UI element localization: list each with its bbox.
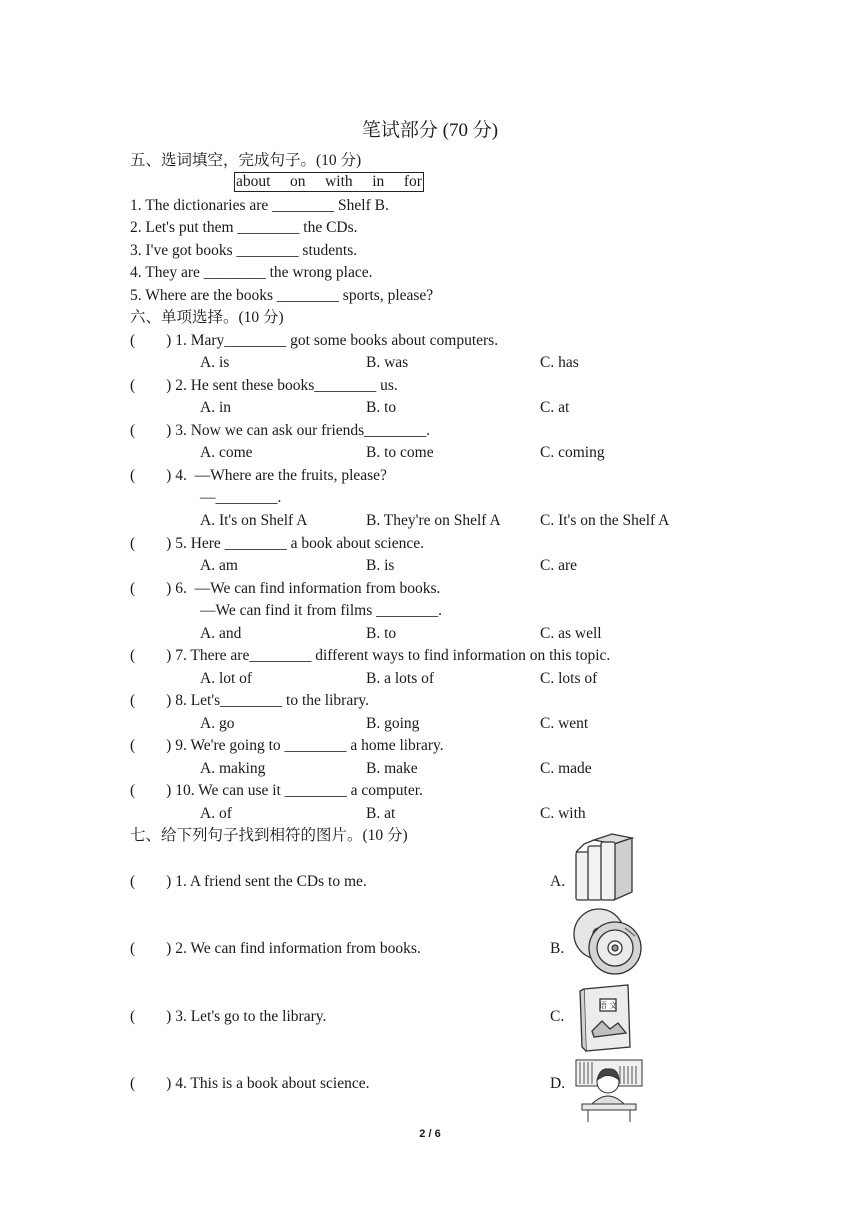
option-c: C. It's on the Shelf A	[540, 512, 670, 529]
match-item: ( ) 2. We can find information from books.	[130, 940, 421, 957]
option-a: A. in	[200, 399, 231, 416]
cds-icon	[571, 906, 643, 978]
boy-in-library-icon	[574, 1058, 644, 1124]
textbook-title: 语 文	[598, 1001, 618, 1010]
option-a: A. making	[200, 760, 266, 777]
question-8: ( ) 8. Let's________ to the library.	[130, 692, 369, 709]
option-a: A. am	[200, 557, 238, 574]
question-6: ( ) 6. —We can find information from books.	[130, 580, 441, 597]
option-c: C. at	[540, 399, 570, 416]
books-icon	[572, 830, 636, 904]
section7-heading: 七、给下列句子找到相符的图片。(10 分)	[130, 827, 408, 844]
question-7: ( ) 7. There are________ different ways to find information on this topic.	[130, 647, 611, 664]
option-b: B. going	[366, 715, 420, 732]
question-5: ( ) 5. Here ________ a book about science.	[130, 535, 424, 552]
option-c: C. coming	[540, 444, 605, 461]
option-b: B. was	[366, 354, 409, 371]
word: with	[325, 173, 353, 190]
option-b: B. to	[366, 625, 397, 642]
section5-heading: 五、选词填空，完成句子。(10 分)	[130, 152, 362, 169]
question-4: ( ) 4. —Where are the fruits, please?	[130, 467, 387, 484]
option-c: C. went	[540, 715, 589, 732]
option-a: A. is	[200, 354, 230, 371]
word: on	[290, 173, 306, 190]
word: about	[236, 173, 271, 190]
question-9: ( ) 9. We're going to ________ a home library.	[130, 737, 444, 754]
chinese-textbook-icon	[578, 983, 634, 1053]
fill-item: 4. They are ________ the wrong place.	[130, 264, 373, 281]
option-b: B. to come	[366, 444, 434, 461]
option-a: A. of	[200, 805, 232, 822]
option-c: C. has	[540, 354, 579, 371]
word: for	[403, 173, 422, 190]
question-1: ( ) 1. Mary________ got some books about computers.	[130, 332, 499, 349]
option-c: C. made	[540, 760, 592, 777]
match-item: ( ) 4. This is a book about science.	[130, 1075, 370, 1092]
option-a: A. come	[200, 444, 253, 461]
option-a: A. go	[200, 715, 235, 732]
match-item: ( ) 1. A friend sent the CDs to me.	[130, 873, 367, 890]
option-b: B. a lots of	[366, 670, 435, 687]
fill-item: 2. Let's put them ________ the CDs.	[130, 219, 358, 236]
page-title: 笔试部分 (70 分)	[361, 120, 499, 141]
option-b: B. at	[366, 805, 396, 822]
picture-letter: D.	[550, 1075, 566, 1092]
option-c: C. as well	[540, 625, 602, 642]
word: in	[372, 173, 385, 190]
option-c: C. lots of	[540, 670, 598, 687]
option-a: A. lot of	[200, 670, 253, 687]
fill-item: 1. The dictionaries are ________ Shelf B.	[130, 197, 389, 214]
picture-letter: B.	[550, 940, 565, 957]
option-c: C. are	[540, 557, 578, 574]
picture-letter: C.	[550, 1008, 565, 1025]
option-c: C. with	[540, 805, 586, 822]
match-item: ( ) 3. Let's go to the library.	[130, 1008, 327, 1025]
picture-letter: A.	[550, 873, 566, 890]
option-a: A. It's on Shelf A	[200, 512, 308, 529]
section6-heading: 六、单项选择。(10 分)	[130, 309, 284, 326]
question-4-line2: —________.	[200, 489, 282, 506]
option-a: A. and	[200, 625, 242, 642]
fill-item: 3. I've got books ________ students.	[130, 242, 358, 259]
question-3: ( ) 3. Now we can ask our friends________.	[130, 422, 431, 439]
option-b: B. They're on Shelf A	[366, 512, 501, 529]
fill-item: 5. Where are the books ________ sports, please?	[130, 287, 434, 304]
option-b: B. to	[366, 399, 397, 416]
word-box	[234, 172, 424, 192]
question-6-line2: —We can find it from films ________.	[200, 602, 442, 619]
page-number: 2 / 6	[419, 1128, 441, 1140]
question-2: ( ) 2. He sent these books________ us.	[130, 377, 398, 394]
question-10: ( ) 10. We can use it ________ a computer.	[130, 782, 423, 799]
option-b: B. make	[366, 760, 418, 777]
option-b: B. is	[366, 557, 395, 574]
